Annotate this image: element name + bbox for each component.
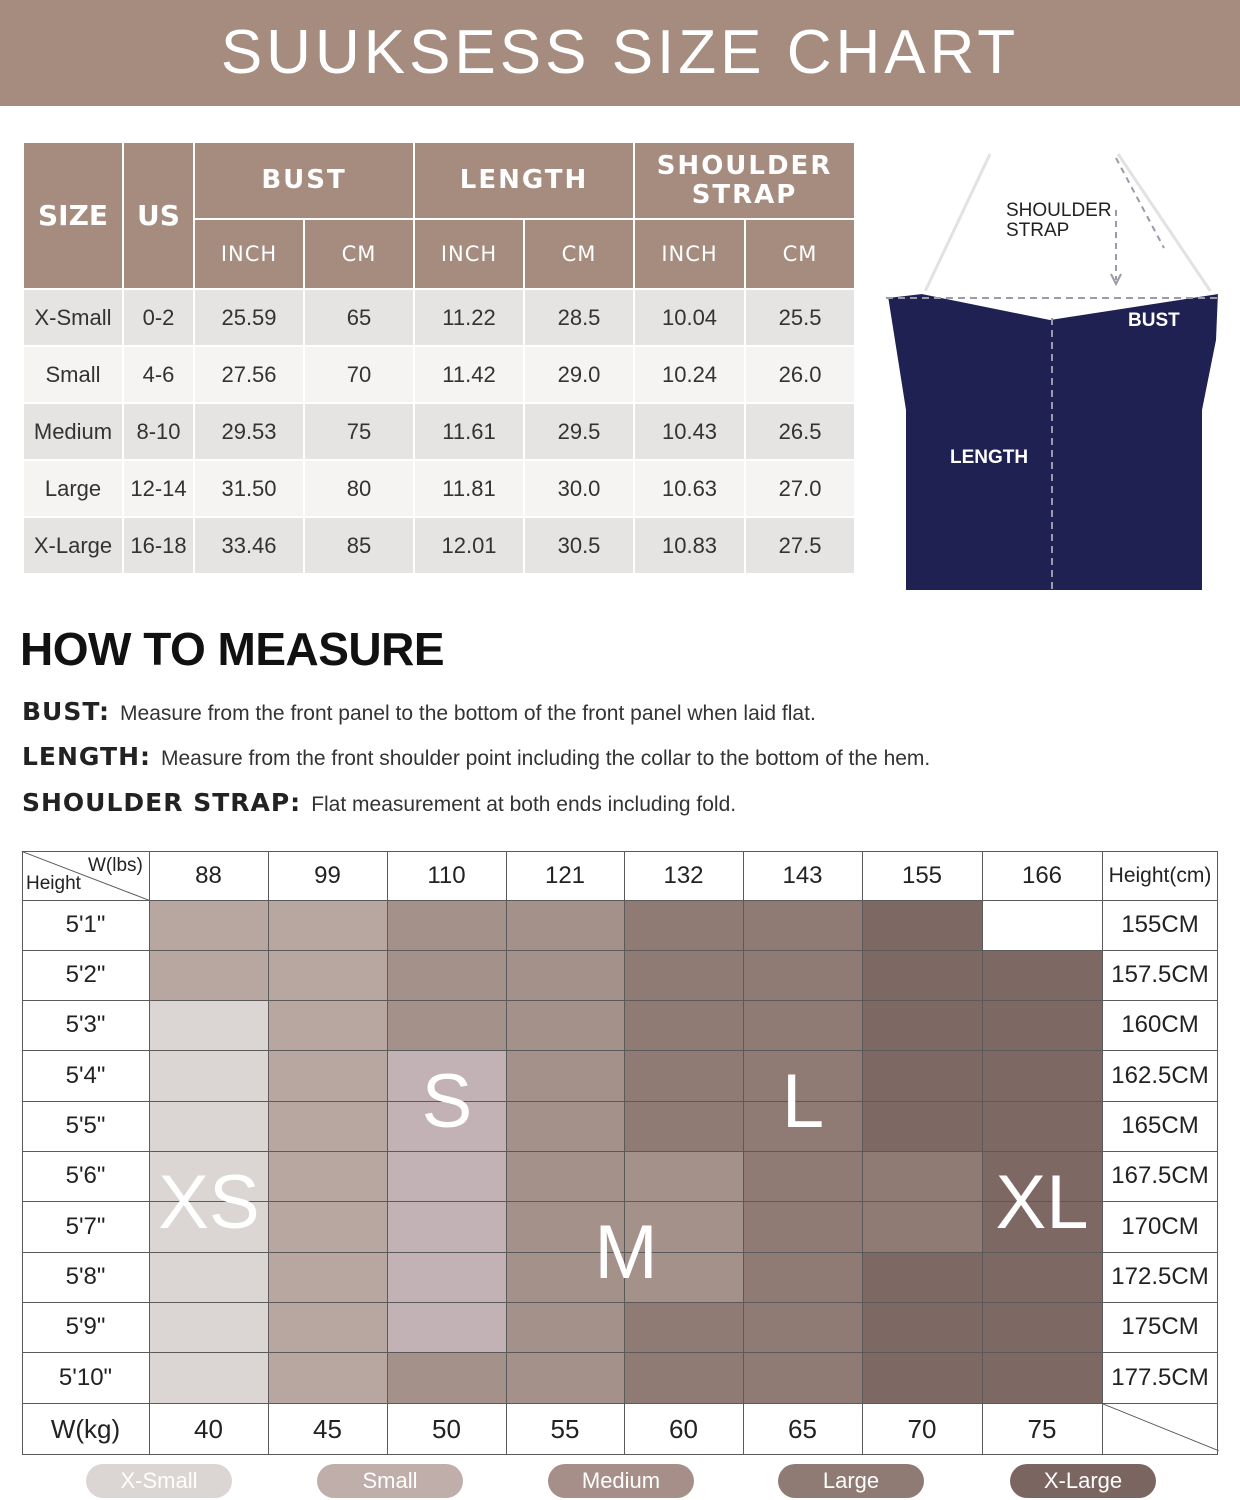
grid-cell bbox=[743, 1302, 862, 1352]
grid-cell bbox=[149, 1252, 268, 1302]
row-size: Medium bbox=[23, 403, 123, 460]
grid-cell bbox=[743, 900, 862, 950]
table-row bbox=[23, 289, 855, 346]
row-bust-cm: 75 bbox=[304, 403, 414, 460]
page-title: SUUKSESS SIZE CHART bbox=[220, 18, 1020, 87]
grid-cell bbox=[862, 1302, 982, 1352]
grid-line bbox=[624, 851, 625, 1455]
grid-cell bbox=[387, 1151, 506, 1201]
table-row bbox=[23, 517, 855, 574]
header-shoulder-strap bbox=[634, 142, 855, 219]
grid-line bbox=[149, 851, 150, 1455]
grid-line bbox=[268, 851, 269, 1455]
row-bust-inch: 31.50 bbox=[194, 460, 304, 517]
corner-height-label: Height bbox=[26, 873, 81, 894]
diagram-bust-label: BUST bbox=[1128, 310, 1180, 331]
measure-bust-instruction bbox=[22, 697, 816, 726]
grid-cell bbox=[982, 1050, 1102, 1101]
grid-cell bbox=[149, 1050, 268, 1101]
row-size: Small bbox=[23, 346, 123, 403]
height-cm-label: 165CM bbox=[1121, 1112, 1199, 1139]
grid-line bbox=[22, 900, 1218, 901]
how-to-measure-title: HOW TO MEASURE bbox=[20, 623, 445, 675]
corner-diagonal-bottom bbox=[1102, 1403, 1219, 1451]
grid-cell bbox=[624, 1352, 743, 1403]
grid-cell bbox=[387, 900, 506, 950]
grid-cell bbox=[387, 950, 506, 1000]
grid-cell bbox=[149, 1352, 268, 1403]
header-size: SIZE bbox=[23, 142, 123, 289]
size-measurement-table bbox=[22, 141, 856, 575]
grid-cell bbox=[982, 1352, 1102, 1403]
grid-cell bbox=[506, 1352, 624, 1403]
corner-weight-label: W(lbs) bbox=[88, 855, 143, 876]
grid-line bbox=[22, 950, 1218, 951]
grid-cell bbox=[862, 1201, 982, 1252]
row-us: 16-18 bbox=[123, 517, 194, 574]
grid-cell bbox=[624, 950, 743, 1000]
grid-cell bbox=[268, 1050, 387, 1101]
weight-lbs-header: 132 bbox=[663, 862, 704, 889]
grid-line bbox=[22, 1101, 1218, 1102]
grid-cell bbox=[268, 900, 387, 950]
height-ft-label: 5'3" bbox=[65, 1011, 106, 1038]
grid-cell bbox=[268, 1201, 387, 1252]
grid-cell bbox=[387, 1352, 506, 1403]
grid-cell bbox=[268, 1352, 387, 1403]
row-strap-inch: 10.63 bbox=[634, 460, 745, 517]
header-bust-cm: CM bbox=[304, 219, 414, 289]
grid-cell bbox=[268, 1151, 387, 1201]
weight-kg-value: 40 bbox=[194, 1414, 223, 1444]
grid-cell bbox=[624, 900, 743, 950]
grid-cell bbox=[506, 1302, 624, 1352]
height-cm-label: 170CM bbox=[1121, 1213, 1199, 1240]
zone-label-l: L bbox=[781, 1059, 825, 1144]
measure-bust-label: BUST: bbox=[22, 697, 111, 726]
weight-kg-value: 55 bbox=[550, 1414, 580, 1444]
row-strap-cm: 26.0 bbox=[745, 346, 855, 403]
row-us: 12-14 bbox=[123, 460, 194, 517]
header-bust: BUST bbox=[194, 142, 414, 219]
grid-cell bbox=[387, 1302, 506, 1352]
weight-kg-label: W(kg) bbox=[50, 1414, 121, 1444]
height-cm-label: 162.5CM bbox=[1111, 1062, 1209, 1089]
legend-medium: Medium bbox=[548, 1464, 694, 1498]
grid-cell bbox=[862, 1352, 982, 1403]
row-length-cm: 30.0 bbox=[524, 460, 634, 517]
row-strap-cm: 25.5 bbox=[745, 289, 855, 346]
right-strap bbox=[1118, 154, 1215, 298]
weight-lbs-header: 88 bbox=[195, 862, 222, 889]
height-ft-label: 5'1" bbox=[65, 911, 106, 938]
weight-lbs-header: 155 bbox=[901, 862, 943, 889]
zone-label-xl: XL bbox=[995, 1160, 1089, 1245]
header-length-inch: INCH bbox=[414, 219, 524, 289]
row-us: 0-2 bbox=[123, 289, 194, 346]
diagram-length-label: LENGTH bbox=[950, 447, 1029, 468]
grid-line bbox=[862, 851, 863, 1455]
grid-cell bbox=[743, 1352, 862, 1403]
grid-cell bbox=[387, 1252, 506, 1302]
grid-cell bbox=[982, 950, 1102, 1000]
row-length-inch: 11.22 bbox=[414, 289, 524, 346]
weight-kg-value: 45 bbox=[313, 1414, 342, 1444]
height-ft-label: 5'10" bbox=[58, 1364, 113, 1391]
grid-cell bbox=[862, 1151, 982, 1201]
height-cm-label: 172.5CM bbox=[1111, 1263, 1209, 1290]
grid-line bbox=[743, 851, 744, 1455]
grid-line bbox=[22, 1151, 1218, 1152]
strap-measure-line bbox=[1116, 158, 1164, 248]
row-size: X-Large bbox=[23, 517, 123, 574]
row-length-cm: 29.0 bbox=[524, 346, 634, 403]
height-cm-label: 177.5CM bbox=[1111, 1364, 1209, 1391]
grid-cell bbox=[149, 900, 268, 950]
grid-cell bbox=[862, 950, 982, 1000]
grid-cell bbox=[149, 1000, 268, 1050]
weight-kg-value: 60 bbox=[669, 1414, 698, 1444]
row-length-inch: 12.01 bbox=[414, 517, 524, 574]
row-length-inch: 11.61 bbox=[414, 403, 524, 460]
row-bust-inch: 29.53 bbox=[194, 403, 304, 460]
grid-cell bbox=[624, 1101, 743, 1151]
grid-cell bbox=[982, 900, 1102, 950]
grid-cell bbox=[506, 950, 624, 1000]
weight-kg-value: 50 bbox=[432, 1414, 461, 1444]
zone-label-s: S bbox=[421, 1059, 473, 1144]
height-ft-label: 5'7" bbox=[65, 1213, 106, 1240]
height-ft-label: 5'5" bbox=[65, 1112, 106, 1139]
grid-line bbox=[506, 851, 507, 1455]
grid-cell bbox=[743, 1201, 862, 1252]
zone-label-m: M bbox=[594, 1210, 658, 1295]
grid-cell bbox=[387, 1201, 506, 1252]
row-bust-inch: 25.59 bbox=[194, 289, 304, 346]
row-bust-cm: 65 bbox=[304, 289, 414, 346]
row-bust-cm: 70 bbox=[304, 346, 414, 403]
header-strap-cm: CM bbox=[745, 219, 855, 289]
table-row bbox=[23, 346, 855, 403]
measure-length-label: LENGTH: bbox=[22, 742, 151, 771]
measure-length-instruction bbox=[22, 742, 930, 771]
header-shoulder-line2: STRAP bbox=[691, 179, 798, 210]
grid-cell bbox=[506, 1101, 624, 1151]
grid-cell bbox=[982, 1000, 1102, 1050]
grid-line bbox=[22, 1302, 1218, 1303]
row-bust-cm: 85 bbox=[304, 517, 414, 574]
row-strap-inch: 10.43 bbox=[634, 403, 745, 460]
grid-cell bbox=[268, 1000, 387, 1050]
row-us: 8-10 bbox=[123, 403, 194, 460]
grid-cell bbox=[624, 1302, 743, 1352]
legend-x-small: X-Small bbox=[86, 1464, 232, 1498]
grid-cell bbox=[862, 1000, 982, 1050]
row-length-cm: 30.5 bbox=[524, 517, 634, 574]
header-length-cm: CM bbox=[524, 219, 634, 289]
grid-cell bbox=[862, 1050, 982, 1101]
height-weight-grid bbox=[22, 851, 1218, 1455]
grid-cell bbox=[862, 900, 982, 950]
height-cm-header: Height(cm) bbox=[1108, 864, 1212, 887]
weight-lbs-header: 166 bbox=[1021, 862, 1063, 889]
diagram-shoulder-line2: STRAP bbox=[1006, 220, 1070, 241]
grid-cell bbox=[982, 1252, 1102, 1302]
grid-line bbox=[387, 851, 388, 1455]
grid-cell bbox=[268, 1252, 387, 1302]
grid-cell bbox=[506, 1050, 624, 1101]
grid-cell bbox=[624, 1000, 743, 1050]
weight-lbs-header: 110 bbox=[427, 862, 466, 889]
header-shoulder-line1: SHOULDER bbox=[656, 150, 833, 181]
legend-large: Large bbox=[778, 1464, 924, 1498]
table-row bbox=[23, 403, 855, 460]
row-strap-cm: 26.5 bbox=[745, 403, 855, 460]
header-us: US bbox=[123, 142, 194, 289]
row-bust-inch: 33.46 bbox=[194, 517, 304, 574]
left-strap bbox=[922, 154, 990, 298]
row-length-cm: 29.5 bbox=[524, 403, 634, 460]
weight-lbs-header: 99 bbox=[314, 862, 341, 889]
header-strap-inch: INCH bbox=[634, 219, 745, 289]
grid-cell bbox=[743, 1252, 862, 1302]
grid-cell bbox=[624, 1151, 743, 1201]
grid-cell bbox=[743, 1151, 862, 1201]
grid-cell bbox=[149, 1302, 268, 1352]
height-cm-label: 167.5CM bbox=[1111, 1162, 1209, 1189]
grid-cell bbox=[743, 950, 862, 1000]
grid-cell bbox=[268, 950, 387, 1000]
grid-cell bbox=[506, 900, 624, 950]
grid-line bbox=[22, 1050, 1218, 1051]
weight-kg-value: 70 bbox=[907, 1414, 937, 1444]
weight-kg-value: 65 bbox=[788, 1414, 817, 1444]
grid-cell bbox=[149, 1101, 268, 1151]
legend-x-large: X-Large bbox=[1010, 1464, 1156, 1498]
grid-cell bbox=[982, 1302, 1102, 1352]
row-strap-inch: 10.24 bbox=[634, 346, 745, 403]
row-size: X-Small bbox=[23, 289, 123, 346]
row-length-inch: 11.81 bbox=[414, 460, 524, 517]
grid-cell bbox=[743, 1000, 862, 1050]
row-length-inch: 11.42 bbox=[414, 346, 524, 403]
grid-cell bbox=[862, 1101, 982, 1151]
weight-lbs-header: 121 bbox=[544, 862, 586, 889]
table-row bbox=[23, 460, 855, 517]
height-cm-label: 157.5CM bbox=[1111, 961, 1209, 988]
height-cm-label: 175CM bbox=[1121, 1313, 1199, 1340]
measure-strap-text: Flat measurement at both ends including fold. bbox=[311, 793, 737, 816]
legend-small: Small bbox=[317, 1464, 463, 1498]
grid-cell bbox=[862, 1252, 982, 1302]
grid-line bbox=[982, 851, 983, 1455]
grid-line bbox=[22, 1000, 1218, 1001]
measure-strap-instruction bbox=[22, 788, 736, 817]
grid-cell bbox=[506, 1151, 624, 1201]
measure-bust-text: Measure from the front panel to the bottom of the front panel when laid flat. bbox=[120, 702, 816, 725]
height-ft-label: 5'9" bbox=[65, 1313, 106, 1340]
height-cm-label: 160CM bbox=[1121, 1011, 1199, 1038]
grid-cell bbox=[624, 1050, 743, 1101]
row-strap-inch: 10.83 bbox=[634, 517, 745, 574]
garment-diagram bbox=[880, 150, 1230, 595]
height-ft-label: 5'8" bbox=[65, 1263, 106, 1290]
header-length: LENGTH bbox=[414, 142, 634, 219]
header-bust-inch: INCH bbox=[194, 219, 304, 289]
row-bust-cm: 80 bbox=[304, 460, 414, 517]
row-length-cm: 28.5 bbox=[524, 289, 634, 346]
weight-kg-value: 75 bbox=[1027, 1414, 1057, 1444]
grid-cell bbox=[268, 1302, 387, 1352]
height-ft-label: 5'2" bbox=[65, 961, 106, 988]
row-size: Large bbox=[23, 460, 123, 517]
row-strap-cm: 27.0 bbox=[745, 460, 855, 517]
row-us: 4-6 bbox=[123, 346, 194, 403]
grid-cell bbox=[982, 1101, 1102, 1151]
grid-line bbox=[22, 1352, 1218, 1353]
zone-label-xs: XS bbox=[158, 1160, 260, 1245]
grid-cell bbox=[149, 950, 268, 1000]
row-strap-inch: 10.04 bbox=[634, 289, 745, 346]
grid-cell bbox=[387, 1000, 506, 1050]
height-ft-label: 5'6" bbox=[65, 1162, 106, 1189]
grid-cell bbox=[506, 1000, 624, 1050]
height-cm-label: 155CM bbox=[1121, 911, 1199, 938]
measure-strap-label: SHOULDER STRAP: bbox=[22, 788, 302, 817]
measure-length-text: Measure from the front shoulder point including the collar to the bottom of the hem. bbox=[161, 747, 931, 770]
diagram-shoulder-line1: SHOULDER bbox=[1006, 200, 1112, 221]
height-ft-label: 5'4" bbox=[65, 1062, 106, 1089]
row-bust-inch: 27.56 bbox=[194, 346, 304, 403]
grid-cell bbox=[268, 1101, 387, 1151]
row-strap-cm: 27.5 bbox=[745, 517, 855, 574]
weight-lbs-header: 143 bbox=[782, 862, 823, 889]
